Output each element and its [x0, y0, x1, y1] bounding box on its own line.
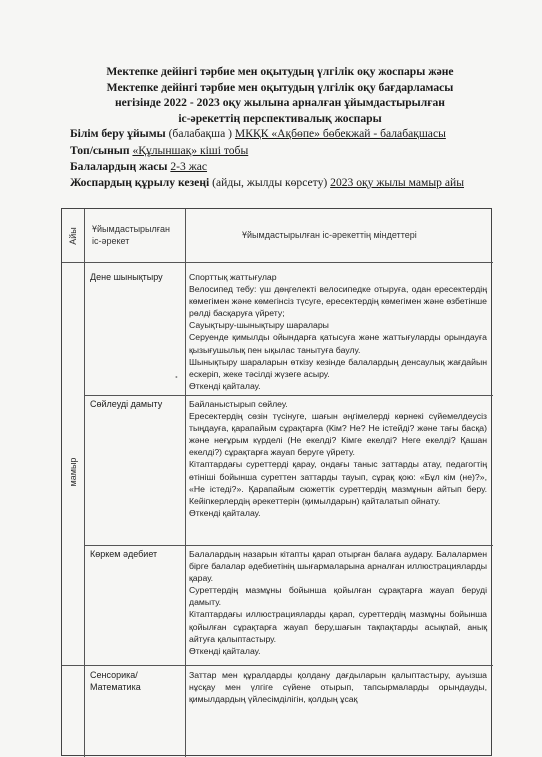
- period-value: 2023 оқу жылы мамыр айы: [330, 176, 464, 189]
- task-text: Байланыстырып сөйлеу.: [189, 399, 288, 409]
- task-text: Өткенді қайталау.: [189, 507, 261, 518]
- month-cell: мамыр: [68, 457, 78, 487]
- period-label: Жоспардың құрылу кезеңі: [70, 176, 210, 189]
- row-divider: [62, 665, 493, 666]
- task-text: Ересектердің сөзін түсінуге, шағын әңгімелерді көрнекі сүйемелдеусіз тыңдауға, қарапайым сұрақтарға (Кім? Не? Не істейді? және тағы басқа) және неғұрым күрделі (Не екелді? Кімге екелді? Неге екелді? Қашан екелді?) сұрақтарға жауап беруге үйрету.: [189, 411, 487, 458]
- activity-physical: Дене шынықтыру: [90, 272, 163, 282]
- period-paren: (айды, жылды көрсету): [209, 176, 331, 189]
- title-line-2: Мектепке дейінгі тәрбие мен оқытудың үлгілік оқу бағдарламасы: [106, 80, 454, 94]
- row-divider: [84, 545, 493, 546]
- tasks-sensory-math: [189, 669, 487, 705]
- tasks-speech: [189, 398, 487, 519]
- row-divider: [62, 262, 493, 263]
- header-activity: Ұйымдастырылған іс-әрекет: [92, 224, 171, 246]
- task-text: Суреттердің мазмұны бойынша қойылған сұрақтарға жауап беруді дамыту.: [189, 585, 487, 608]
- title-line-1: Мектепке дейінгі тәрбие мен оқытудың үлгілік оқу жоспары және: [106, 65, 454, 78]
- stray-mark: •: [175, 373, 178, 382]
- header-month: Айы: [68, 227, 78, 245]
- col-divider: [84, 209, 85, 757]
- task-text: Заттар мен құралдарды қолдану дағдыларын қалыптастыру, ауызша нұсқау мен үлгіге сүйене отырып, тапсырмаларды орындауды, қимылдардың үйлесімділігін, қолдың ұсақ: [189, 670, 487, 705]
- task-text: Спорттық жаттығулар: [189, 272, 277, 282]
- age-label: Балалардың жасы: [70, 160, 168, 173]
- period-line: [70, 176, 500, 190]
- activity-sensory-math: Сенсорика/ Математика: [90, 670, 141, 692]
- group-line: [70, 144, 500, 158]
- group-value: «Құлыншақ» кіші тобы: [132, 144, 249, 157]
- document-title: [60, 64, 500, 126]
- task-text: Балалардың назарын кітапты қарап отырған балаға аудару. Балалармен бірге балалар әдебиетінің шығармаларына арналған иллюстрацияларды қарау.: [189, 549, 487, 584]
- task-text: Өткенді қайталау.: [189, 380, 261, 391]
- org-line: [70, 127, 500, 141]
- plan-table: [61, 208, 492, 756]
- age-value: 2-3 жас: [170, 160, 208, 173]
- org-label: Білім беру ұйымы: [70, 127, 166, 140]
- tasks-physical: [189, 271, 487, 392]
- org-paren: (балабақша ): [165, 127, 235, 140]
- task-text: Сауықтыру-шынықтыру шаралары: [189, 320, 329, 331]
- task-text: Кітаптардағы суреттерді қарау, ондағы таныс заттарды атау, педагогтің өтініші бойынша суреттен заттарды тауып, сұрақ қою: «Бұл кім (не)?», «Не істеді?». Қарапайым сюжеттік суреттердің мазмұнын айтып беру. Кейіпкерлердің әрекеттерін (қимылдарын) қайталатып ойнату.: [189, 459, 487, 506]
- activity-speech: Сөйлеуді дамыту: [90, 399, 163, 409]
- title-line-4: іс-әрекеттің перспективалық жоспары: [178, 111, 382, 125]
- age-line: [70, 160, 500, 174]
- header-tasks: Ұйымдастырылған іс-әрекеттің міндеттері: [242, 230, 417, 240]
- task-text: Серуенде қимылды ойындарға қатысуға және жаттығуларды орындауға қызығушылық пен ықылас танытуға баулу.: [189, 332, 487, 355]
- activity-literature: Көркем әдебиет: [90, 549, 158, 559]
- task-text: Өткенді қайталау.: [189, 645, 261, 656]
- row-divider: [84, 395, 493, 396]
- title-line-3: негізінде 2022 - 2023 оқу жылына арналған ұйымдастырылған: [115, 96, 445, 110]
- tasks-literature: [189, 548, 487, 657]
- org-value: МКҚК «Ақбөпе» бөбекжай - балабақшасы: [234, 127, 446, 140]
- task-text: Шынықтыру шараларын өткізу кезінде балалардың денсаулық жағдайын ескеріп, жеке тәсілді жүзеге асыру.: [189, 356, 487, 379]
- task-text: Велосипед тебу: үш дөңгелекті велосипедке отыруға, одан ересектердің көмегімен және көмегінсіз түсуге, ересектердің көмегімен және өзбетінше рөлді басқаруға үйрету;: [189, 284, 487, 319]
- task-text: Кітаптардағы иллюстрацияларды қарап, суреттердің мазмұны бойынша қойылған сұрақтарға жауап беру,шағын тақпақтарды асықпай, анық айтуға қалыптастыру.: [189, 609, 487, 644]
- group-label: Топ/сынып: [70, 144, 130, 157]
- col-divider: [185, 209, 186, 757]
